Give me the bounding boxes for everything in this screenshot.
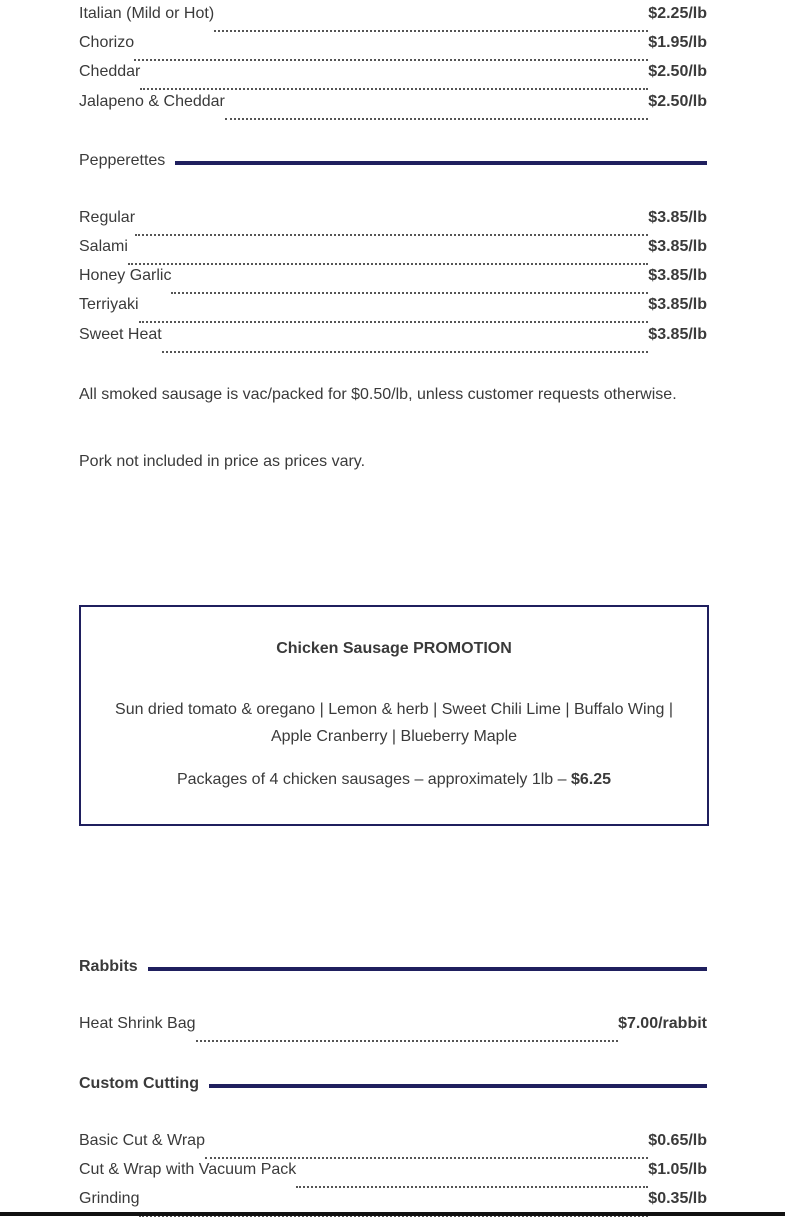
item-price: $0.35/lb (648, 1190, 707, 1207)
item-name: Grinding (79, 1190, 140, 1207)
item-price: $2.50/lb (648, 63, 707, 80)
item-name: Heat Shrink Bag (79, 1015, 196, 1032)
item-name: Chorizo (79, 34, 135, 51)
item-name: Italian (Mild or Hot) (79, 5, 215, 22)
section-rule (209, 1084, 707, 1088)
price-row (79, 291, 707, 319)
item-price: $2.25/lb (648, 5, 707, 22)
price-row (79, 1010, 707, 1038)
price-row (79, 204, 707, 232)
price-row (79, 262, 707, 290)
item-price: $1.05/lb (648, 1161, 707, 1178)
item-price: $3.85/lb (648, 267, 707, 284)
dot-leader (162, 336, 649, 353)
price-row (79, 88, 707, 116)
price-row (79, 1127, 707, 1155)
section-header-rabbits (79, 954, 707, 980)
item-name: Cheddar (79, 63, 141, 80)
item-price: $1.95/lb (648, 34, 707, 51)
section-header-pepperettes (79, 148, 707, 174)
item-name: Salami (79, 238, 128, 255)
item-name: Terriyaki (79, 296, 139, 313)
price-row (79, 29, 707, 57)
price-row (79, 0, 707, 28)
item-price: $3.85/lb (648, 238, 707, 255)
item-price: $7.00/rabbit (618, 1015, 707, 1032)
item-name: Regular (79, 209, 136, 226)
price-row (79, 321, 707, 349)
price-row (79, 233, 707, 261)
price-row (79, 1156, 707, 1184)
section-header-custom-cutting (79, 1071, 707, 1097)
section-rule (148, 967, 707, 971)
section-title: Pepperettes (79, 152, 166, 169)
item-price: $3.85/lb (648, 296, 707, 313)
section-rule (175, 161, 707, 165)
item-price: $2.50/lb (648, 93, 707, 110)
item-price: $3.85/lb (648, 209, 707, 226)
item-name: Honey Garlic (79, 267, 172, 284)
promotion-box (79, 605, 709, 826)
pork-note: Pork not included in price as prices vary. (79, 453, 366, 470)
item-price: $3.85/lb (648, 326, 707, 343)
promotion-title: Chicken Sausage PROMOTION (276, 640, 512, 657)
vac-pack-note: All smoked sausage is vac/packed for $0.50/lb, unless customer requests otherwise. (79, 386, 677, 403)
bottom-border (0, 1212, 785, 1216)
price-row (79, 1185, 707, 1213)
item-name: Sweet Heat (79, 326, 162, 343)
promotion-package-text: Packages of 4 chicken sausages – approximately 1lb – (176, 771, 571, 788)
promotion-flavors: Sun dried tomato & oregano | Lemon & herb | Sweet Chili Lime | Buffalo Wing | Apple Cranberry | Blueberry Maple (115, 701, 673, 745)
dot-leader (225, 103, 648, 120)
section-title: Rabbits (79, 958, 138, 975)
item-name: Jalapeno & Cheddar (79, 93, 225, 110)
item-price: $0.65/lb (648, 1132, 707, 1149)
promotion-package-price: $6.25 (570, 771, 612, 788)
item-name: Cut & Wrap with Vacuum Pack (79, 1161, 297, 1178)
promotion-package (81, 766, 707, 793)
price-row (79, 58, 707, 86)
dot-leader (196, 1025, 619, 1042)
item-name: Basic Cut & Wrap (79, 1132, 205, 1149)
section-title: Custom Cutting (79, 1075, 199, 1092)
